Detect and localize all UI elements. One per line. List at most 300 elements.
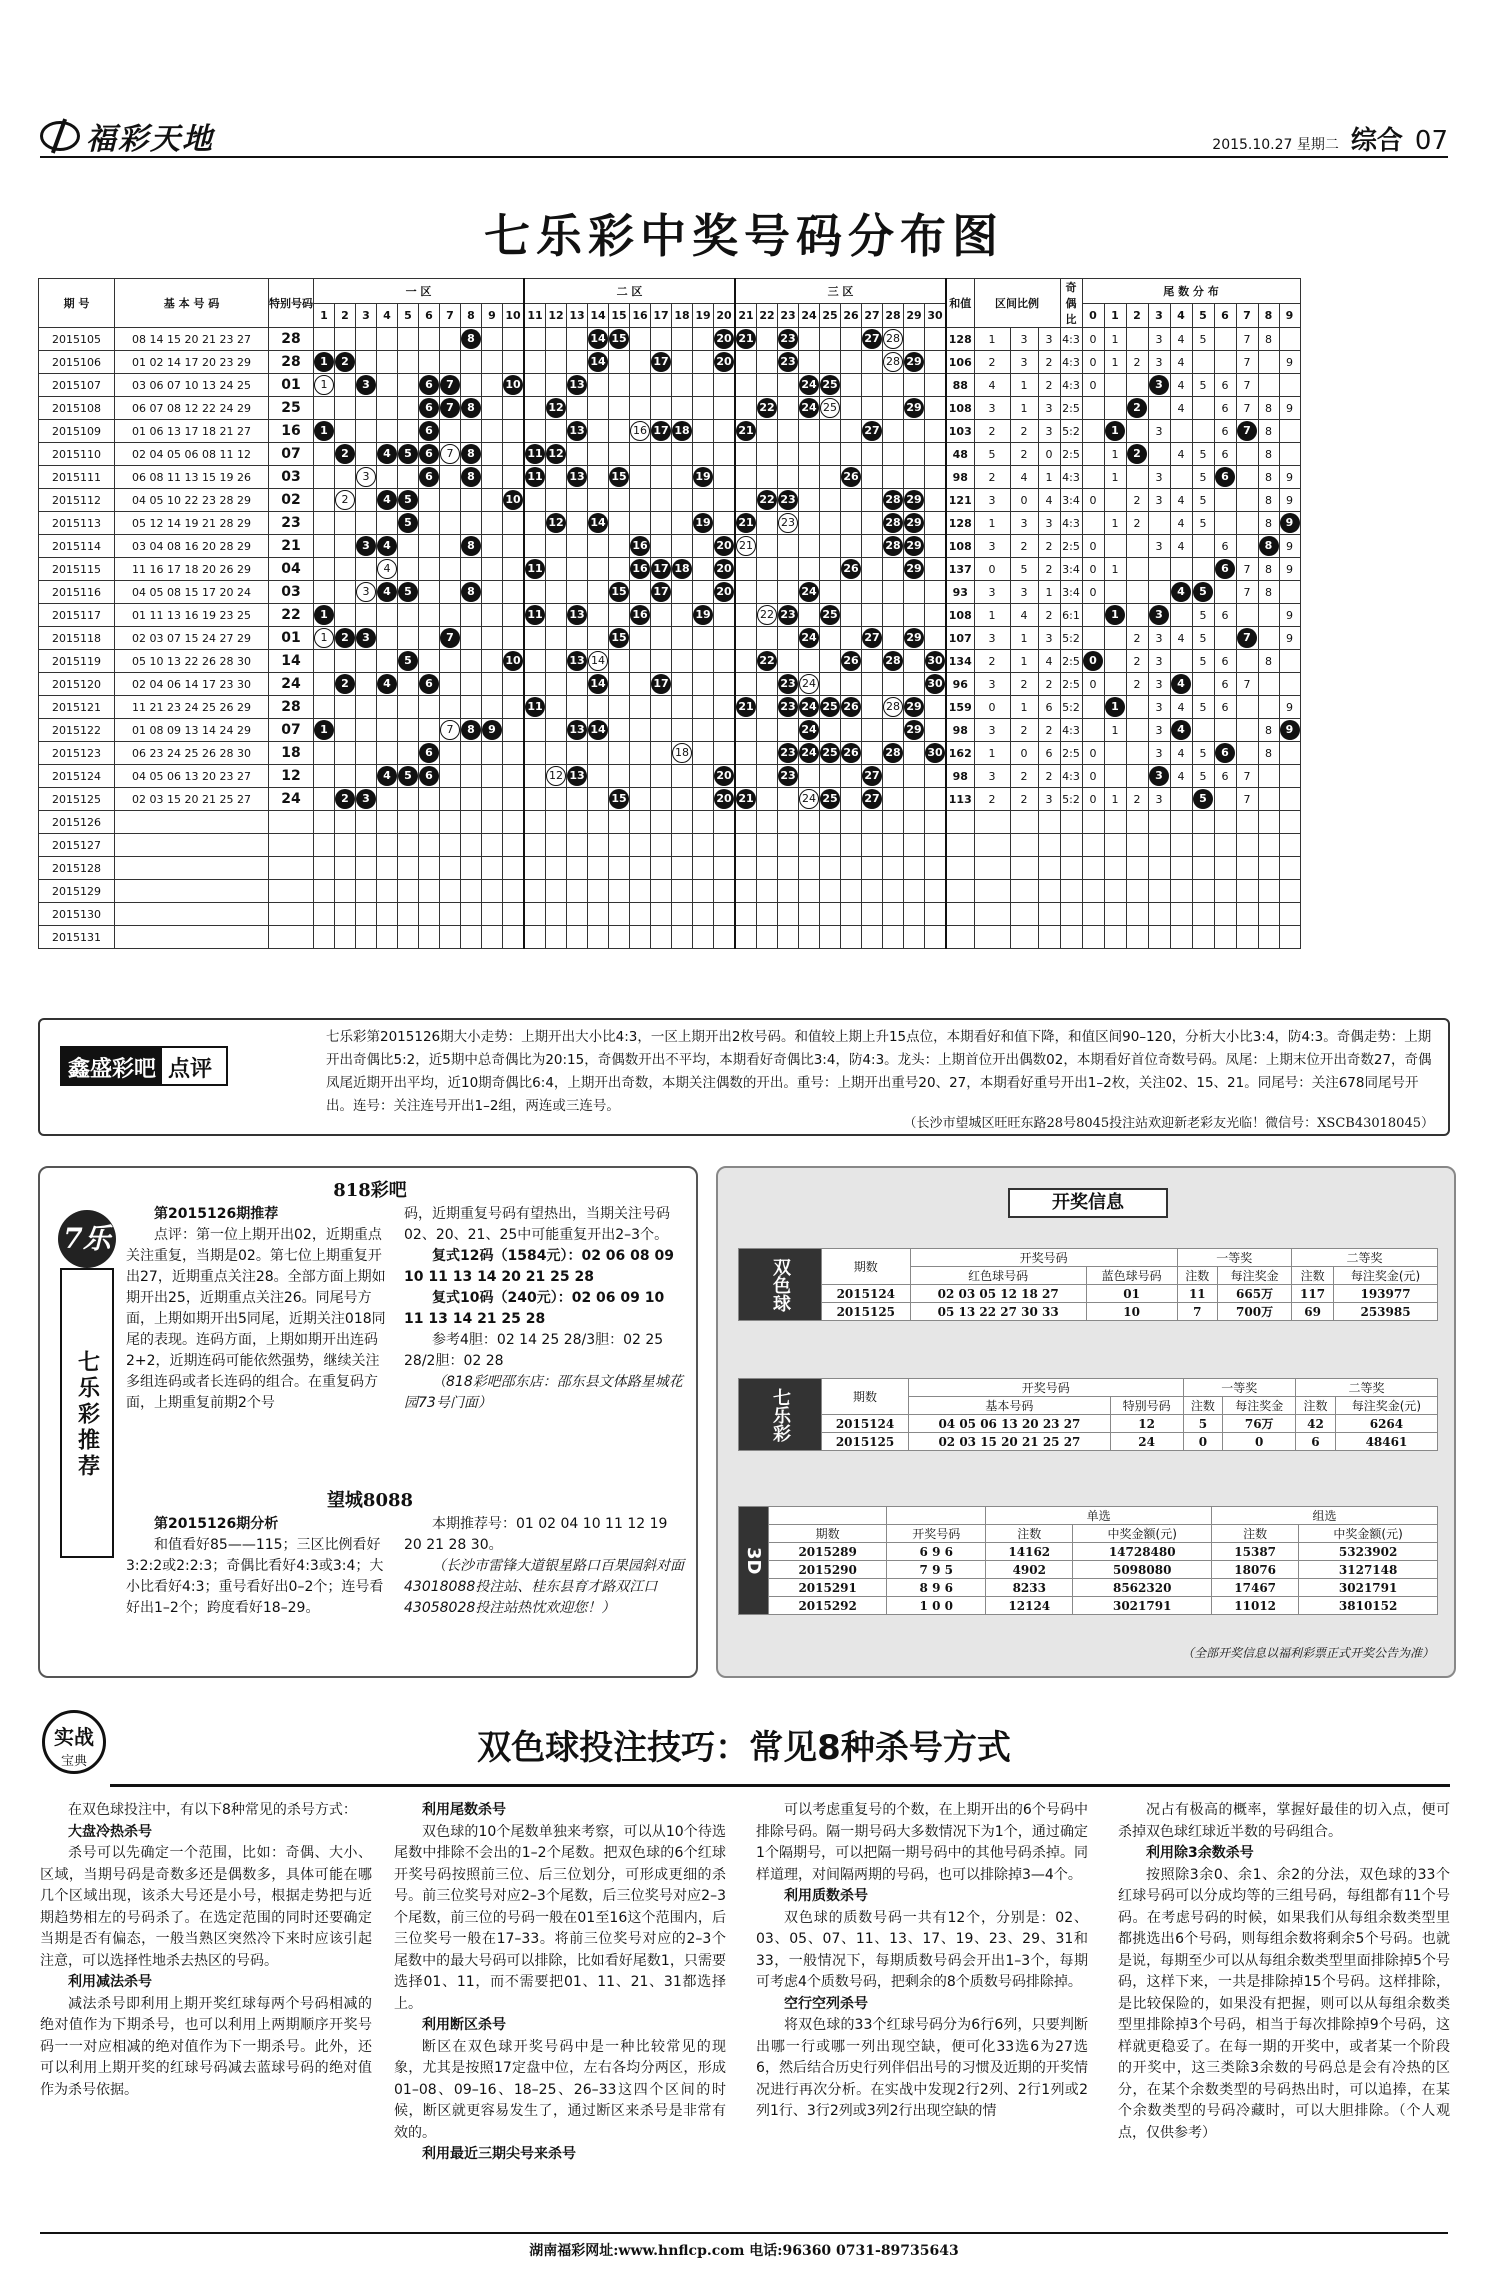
tail-cell	[1192, 834, 1214, 857]
drawn-ball: 13	[567, 375, 587, 395]
num-cell	[461, 903, 482, 926]
num-cell	[714, 788, 736, 811]
num-cell	[757, 834, 778, 857]
num-cell	[778, 374, 799, 397]
tail-cell	[1104, 374, 1126, 397]
col-num-11: 11	[524, 303, 546, 328]
tail-cell	[1258, 696, 1279, 719]
article-paragraph: 双色球的10个尾数单独来考察，可以从10个待选尾数中排除不会出的1–2个尾数。把双色球的6个红球开奖号码按照前三位、后三位划分，可形成更细的杀号。前三位奖号对应2–3个尾数，后三位奖号对应2–3个尾数，前三位的号码一般在01至16这个范围内，后三位奖号一般在17–33。将前三位奖号对应的2–3个尾数中的最大号码可以排除，比如看好尾数1，只需要选择01、11，而不需要把01、11、21、31都选择上。	[394, 1823, 726, 2012]
drawn-ball: 29	[904, 536, 924, 556]
tail-cell	[1126, 420, 1148, 443]
drawn-ball: 5	[398, 513, 418, 533]
shop-address-2: （长沙市雷锋大道银星路口百果园斜对面43018088投注站、桂东县育才路双江口43058028投注站热忱欢迎您！）	[404, 1558, 684, 1616]
review-badge-label: 点评	[168, 1057, 213, 1082]
num-cell	[461, 558, 482, 581]
num-cell	[672, 558, 693, 581]
num-cell	[883, 581, 904, 604]
oddeven-cell: 2:5	[1060, 397, 1082, 420]
num-cell	[799, 351, 820, 374]
tail-cell	[1214, 857, 1236, 880]
ratio-cell: 3	[1038, 397, 1060, 420]
num-cell	[630, 489, 651, 512]
table-cell: 0	[1223, 1433, 1296, 1451]
num-cell	[925, 466, 947, 489]
num-cell	[820, 351, 841, 374]
tail-cell	[1126, 903, 1148, 926]
num-cell	[841, 351, 862, 374]
num-cell	[461, 466, 482, 489]
num-cell	[377, 696, 398, 719]
ratio-cell: 1	[1038, 466, 1060, 489]
recommendation-paragraph: 点评：第一位上期开出02，近期重点关注重复，当期是02。第七位上期重复开出27，近期重点关注28。全部方面上期如期开出25，近期重点关注26。同尾号方面，上期如期开出5同尾，近期关注018同尾的表现。连码方面，上期如期开出连码2+2，近期连码可能依然强势，继续关注多组连码或者长连码的组合。在重复码方面，上期重复前期2个号	[126, 1227, 386, 1411]
num-cell	[377, 857, 398, 880]
tail-cell: 9	[1279, 535, 1300, 558]
tail-cell	[1236, 742, 1258, 765]
ratio-cell: 4	[1010, 604, 1038, 627]
numbers-cell: 05 12 14 19 21 28 29	[115, 512, 269, 535]
drawn-ball: 14	[588, 513, 608, 533]
period-cell: 2015116	[39, 581, 115, 604]
num-cell	[567, 857, 588, 880]
tail-cell	[1126, 466, 1148, 489]
num-cell	[314, 351, 335, 374]
table-row	[39, 397, 1301, 420]
tail-cell	[1236, 489, 1258, 512]
num-cell	[419, 696, 440, 719]
side-tab	[60, 1268, 114, 1558]
num-cell	[546, 512, 567, 535]
tail-cell	[1126, 604, 1148, 627]
col-num-9: 9	[482, 303, 503, 328]
num-cell	[714, 558, 736, 581]
num-cell	[904, 397, 925, 420]
num-cell	[841, 466, 862, 489]
num-cell	[567, 650, 588, 673]
num-cell	[693, 811, 714, 834]
num-cell	[820, 397, 841, 420]
period-cell: 2015120	[39, 673, 115, 696]
num-cell	[883, 650, 904, 673]
ratio-cell	[1010, 903, 1038, 926]
num-cell	[735, 535, 757, 558]
tail-cell: 6	[1214, 696, 1236, 719]
num-cell	[862, 581, 883, 604]
tail-cell	[1258, 811, 1279, 834]
num-cell	[335, 328, 356, 351]
num-cell	[482, 926, 503, 949]
table-cell: 76万	[1223, 1415, 1296, 1433]
num-cell	[335, 466, 356, 489]
tail-cell	[1236, 719, 1258, 742]
tail-cell: 0	[1082, 558, 1104, 581]
oddeven-cell: 4:3	[1060, 351, 1082, 374]
period-cell: 2015127	[39, 834, 115, 857]
table-row	[39, 351, 1301, 374]
num-cell	[440, 765, 461, 788]
num-cell	[461, 604, 482, 627]
table-cell: 02 03 15 20 21 25 27	[909, 1433, 1111, 1451]
tail-cell: 6	[1214, 650, 1236, 673]
tail-ball: 2	[1127, 444, 1147, 464]
num-cell	[925, 397, 947, 420]
num-cell	[440, 788, 461, 811]
num-cell	[524, 719, 546, 742]
table-row	[739, 1579, 1438, 1597]
num-cell	[714, 765, 736, 788]
tail-cell	[1192, 903, 1214, 926]
sub-header: 中奖金额(元)	[1299, 1525, 1438, 1543]
ratio-cell: 0	[1010, 489, 1038, 512]
num-cell	[630, 374, 651, 397]
num-cell	[609, 811, 630, 834]
num-cell	[588, 765, 609, 788]
drawn-ball: 19	[693, 605, 713, 625]
tail-cell	[1258, 926, 1279, 949]
col-zone2: 二 区	[524, 279, 735, 304]
table-row	[39, 535, 1301, 558]
drawn-ball: 8	[461, 536, 481, 556]
sub-header: 每注奖金(元)	[1334, 1267, 1438, 1285]
num-cell	[778, 397, 799, 420]
num-cell	[440, 857, 461, 880]
tail-cell	[1126, 581, 1148, 604]
drawn-ball: 28	[883, 490, 903, 510]
drawn-ball: 26	[841, 697, 861, 717]
num-cell	[335, 811, 356, 834]
tail-cell: 0	[1082, 351, 1104, 374]
num-cell	[693, 903, 714, 926]
num-cell	[609, 926, 630, 949]
table-row	[39, 328, 1301, 351]
num-cell	[672, 420, 693, 443]
num-cell	[841, 673, 862, 696]
drawn-ball: 6	[419, 743, 439, 763]
table-cell: 6	[1296, 1433, 1336, 1451]
num-cell	[862, 512, 883, 535]
num-cell	[757, 811, 778, 834]
num-cell	[356, 857, 377, 880]
drawn-ball: 11	[525, 559, 545, 579]
num-cell	[398, 351, 419, 374]
num-cell	[567, 811, 588, 834]
ratio-cell: 2	[1010, 765, 1038, 788]
num-cell	[524, 650, 546, 673]
num-cell	[377, 443, 398, 466]
drawn-ball: 6	[419, 421, 439, 441]
ratio-cell: 3	[1010, 328, 1038, 351]
ratio-cell	[974, 857, 1010, 880]
special-ball: 16	[630, 421, 650, 441]
num-cell	[883, 558, 904, 581]
num-cell	[883, 857, 904, 880]
drawn-ball: 30	[925, 651, 945, 671]
num-cell	[883, 903, 904, 926]
col-num-16: 16	[630, 303, 651, 328]
num-cell	[461, 880, 482, 903]
ratio-cell: 3	[974, 581, 1010, 604]
num-cell	[588, 650, 609, 673]
oddeven-cell: 4:3	[1060, 719, 1082, 742]
num-cell	[524, 443, 546, 466]
table-cell: 04 05 06 13 20 23 27	[909, 1415, 1111, 1433]
numbers-cell: 06 23 24 25 26 28 30	[115, 742, 269, 765]
oddeven-cell	[1060, 811, 1082, 834]
tail-cell: 4	[1170, 627, 1192, 650]
num-cell	[862, 834, 883, 857]
num-cell	[609, 903, 630, 926]
num-cell	[356, 811, 377, 834]
masthead	[40, 112, 1448, 158]
num-cell	[440, 489, 461, 512]
num-cell	[335, 765, 356, 788]
num-cell	[757, 765, 778, 788]
num-cell	[567, 926, 588, 949]
tail-cell	[1104, 650, 1126, 673]
article-paragraph: 断区在双色球开奖号码中是一种比较常见的现象，尤其是按照17定盘中位，左右各均分两区，形成01–08、09–16、18–25、26–33这四个区间的时候，断区就更容易发生了，通过断区来杀号是非常有效的。	[394, 2038, 726, 2141]
num-cell	[757, 857, 778, 880]
ratio-cell: 1	[1010, 627, 1038, 650]
num-cell	[757, 535, 778, 558]
num-cell	[672, 719, 693, 742]
table-cell: 2015290	[769, 1561, 887, 1579]
num-cell	[440, 328, 461, 351]
tail-cell: 3	[1148, 351, 1170, 374]
ratio-cell: 3	[974, 719, 1010, 742]
num-cell	[461, 696, 482, 719]
num-cell	[609, 489, 630, 512]
ratio-cell: 3	[1010, 351, 1038, 374]
num-cell	[356, 420, 377, 443]
tail-cell: 3	[1148, 788, 1170, 811]
drawn-ball: 9	[482, 720, 502, 740]
num-cell	[925, 765, 947, 788]
special-ball: 1	[314, 628, 334, 648]
num-cell	[820, 328, 841, 351]
num-cell	[735, 604, 757, 627]
sum-cell: 121	[946, 489, 974, 512]
num-cell	[440, 558, 461, 581]
num-cell	[398, 512, 419, 535]
num-cell	[482, 719, 503, 742]
num-cell	[546, 673, 567, 696]
sub-header: 基本号码	[909, 1397, 1111, 1415]
table-row	[739, 1561, 1438, 1579]
num-cell	[356, 535, 377, 558]
num-cell	[735, 328, 757, 351]
d3-table	[738, 1506, 1438, 1615]
num-cell	[799, 535, 820, 558]
num-cell	[440, 926, 461, 949]
ratio-cell	[1010, 834, 1038, 857]
num-cell	[735, 926, 757, 949]
tail-cell: 3	[1148, 719, 1170, 742]
drawn-ball: 20	[714, 582, 734, 602]
num-cell	[440, 903, 461, 926]
drawn-ball: 29	[904, 352, 924, 372]
drawn-ball: 27	[862, 789, 882, 809]
num-cell	[862, 857, 883, 880]
num-cell	[778, 696, 799, 719]
col-num-13: 13	[567, 303, 588, 328]
article-subheading: 利用尾数杀号	[422, 1802, 506, 1818]
num-cell	[503, 903, 525, 926]
period-cell: 2015122	[39, 719, 115, 742]
num-cell	[398, 443, 419, 466]
num-cell	[693, 581, 714, 604]
num-cell	[356, 696, 377, 719]
drawn-ball: 6	[419, 444, 439, 464]
num-cell	[820, 512, 841, 535]
ratio-cell: 1	[1010, 374, 1038, 397]
num-cell	[651, 351, 672, 374]
tail-cell: 0	[1082, 489, 1104, 512]
num-cell	[356, 512, 377, 535]
tail-cell	[1082, 397, 1104, 420]
ratio-cell: 0	[1038, 443, 1060, 466]
ratio-cell: 6	[1038, 696, 1060, 719]
period-cell: 2015124	[39, 765, 115, 788]
oddeven-cell	[1060, 880, 1082, 903]
tail-cell	[1148, 765, 1170, 788]
tail-cell: 9	[1279, 604, 1300, 627]
num-cell	[335, 627, 356, 650]
num-cell	[651, 788, 672, 811]
tail-cell	[1104, 857, 1126, 880]
tail-cell	[1082, 903, 1104, 926]
sum-cell	[946, 880, 974, 903]
oddeven-cell: 2:5	[1060, 742, 1082, 765]
col-zone1: 一 区	[314, 279, 525, 304]
sub-header: 注数	[1177, 1267, 1218, 1285]
tail-cell: 4	[1170, 374, 1192, 397]
drawn-ball: 17	[651, 352, 671, 372]
drawn-ball: 28	[883, 536, 903, 556]
num-cell	[398, 673, 419, 696]
num-cell	[904, 604, 925, 627]
num-cell	[588, 811, 609, 834]
numbers-cell	[115, 926, 269, 949]
tail-cell: 7	[1236, 581, 1258, 604]
num-cell	[714, 926, 736, 949]
tail-ball: 4	[1171, 582, 1191, 602]
tail-cell	[1258, 627, 1279, 650]
col-num-21: 21	[735, 303, 757, 328]
oddeven-cell	[1060, 834, 1082, 857]
num-cell	[904, 926, 925, 949]
num-cell	[799, 558, 820, 581]
tail-cell: 5	[1192, 443, 1214, 466]
special-cell	[269, 880, 314, 903]
tail-cell	[1279, 880, 1300, 903]
num-cell	[314, 650, 335, 673]
num-cell	[799, 719, 820, 742]
tail-cell	[1236, 696, 1258, 719]
num-cell	[820, 811, 841, 834]
num-cell	[546, 443, 567, 466]
num-cell	[651, 558, 672, 581]
section-title-818: 818彩吧	[333, 1180, 407, 1201]
oddeven-cell: 4:3	[1060, 466, 1082, 489]
tail-cell: 2	[1126, 650, 1148, 673]
num-cell	[314, 719, 335, 742]
tail-cell	[1236, 834, 1258, 857]
ratio-cell: 2	[974, 788, 1010, 811]
num-cell	[904, 420, 925, 443]
num-cell	[588, 926, 609, 949]
tail-cell: 3	[1148, 650, 1170, 673]
ratio-cell	[1038, 834, 1060, 857]
num-cell	[651, 466, 672, 489]
num-cell	[862, 719, 883, 742]
tail-cell: 5	[1192, 489, 1214, 512]
tail-cell	[1258, 788, 1279, 811]
table-row	[39, 857, 1301, 880]
num-cell	[651, 512, 672, 535]
num-cell	[335, 535, 356, 558]
num-cell	[482, 834, 503, 857]
drawn-ball: 27	[862, 766, 882, 786]
table-row	[39, 788, 1301, 811]
col-num-23: 23	[778, 303, 799, 328]
oddeven-cell: 2:5	[1060, 673, 1082, 696]
num-cell	[672, 673, 693, 696]
num-cell	[757, 443, 778, 466]
tail-ball: 1	[1105, 421, 1125, 441]
num-cell	[524, 627, 546, 650]
tail-cell: 6	[1214, 374, 1236, 397]
tail-cell: 7	[1236, 328, 1258, 351]
drawn-ball: 4	[377, 490, 397, 510]
table-row	[739, 1415, 1438, 1433]
num-cell	[461, 673, 482, 696]
sub-header: 注数	[1183, 1397, 1223, 1415]
num-cell	[546, 696, 567, 719]
period-cell: 2015113	[39, 512, 115, 535]
num-cell	[778, 581, 799, 604]
table-cell: 2015125	[822, 1303, 911, 1321]
num-cell	[609, 650, 630, 673]
num-cell	[925, 926, 947, 949]
num-cell	[630, 512, 651, 535]
num-cell	[419, 719, 440, 742]
special-cell: 01	[269, 374, 314, 397]
num-cell	[546, 489, 567, 512]
num-cell	[524, 742, 546, 765]
tail-cell: 6	[1214, 604, 1236, 627]
oddeven-cell: 2:5	[1060, 650, 1082, 673]
table-cell: 14728480	[1073, 1543, 1212, 1561]
num-cell	[630, 857, 651, 880]
ratio-cell: 2	[974, 650, 1010, 673]
num-cell	[925, 788, 947, 811]
num-cell	[335, 374, 356, 397]
ratio-cell: 2	[974, 420, 1010, 443]
oddeven-cell	[1060, 926, 1082, 949]
num-cell	[672, 328, 693, 351]
article-paragraph: 在双色球投注中，有以下8种常见的杀号方式：	[68, 1802, 357, 1818]
tail-cell: 5	[1192, 512, 1214, 535]
num-cell	[841, 742, 862, 765]
tail-ball: 4	[1171, 674, 1191, 694]
drawn-ball: 3	[356, 536, 376, 556]
num-cell	[524, 489, 546, 512]
num-cell	[609, 443, 630, 466]
num-cell	[503, 443, 525, 466]
num-cell	[398, 742, 419, 765]
tail-cell	[1170, 834, 1192, 857]
num-cell	[757, 673, 778, 696]
col-num-17: 17	[651, 303, 672, 328]
